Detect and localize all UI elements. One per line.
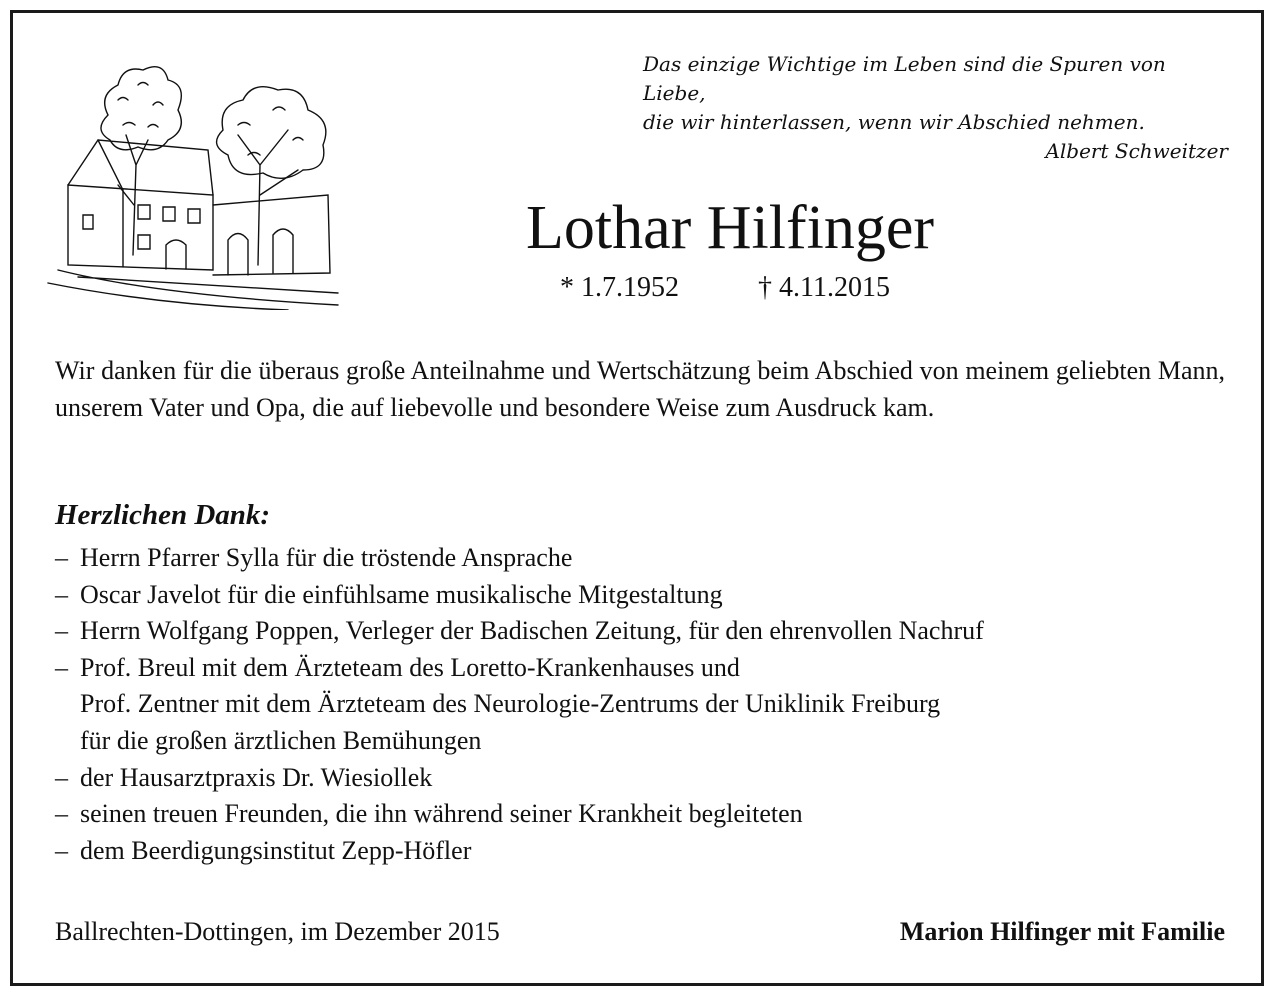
list-item-line: Herrn Wolfgang Poppen, Verleger der Badischen Zeitung, für den ehrenvollen Nachruf [80,616,984,646]
dash-bullet: – [55,543,68,572]
dash-bullet: – [55,579,68,609]
list-item-line: Prof. Zentner mit dem Ärzteteam des Neurologie-Zentrums der Uniklinik Freiburg [80,689,941,719]
list-item-line: für die großen ärztlichen Bemühungen [80,725,482,755]
dash-bullet: – [55,835,68,865]
intro-text: Wir danken für die überaus große Anteilnahme und Wertschätzung beim Abschied von meinem geliebten Mann, unserem Vater und Opa, die auf liebevolle und besondere Weise zum Ausdruck kam. [55,356,1225,422]
list-item-line: Herrn Pfarrer Sylla für die tröstende Ansprache [80,543,573,572]
list-item [55,833,1225,870]
dash-bullet: – [55,799,68,829]
footer-place-date: Ballrechten-Dottingen, im Dezember 2015 [55,917,500,946]
deceased-name: Lothar Hilfinger [525,194,935,262]
list-item [55,540,1225,577]
death-date: † 4.11.2015 [758,272,890,303]
list-item-line: seinen treuen Freunden, die ihn während seiner Krankheit begleiteten [80,799,803,829]
quote-line-1: Das einzige Wichtige im Leben sind die Spuren von Liebe, [643,52,1166,105]
list-item [55,577,1225,614]
footer-signature: Marion Hilfinger mit Familie [899,917,1225,946]
thanks-heading: Herzlichen Dank: [55,499,271,531]
dash-bullet: – [55,652,68,682]
quote-line-2: die wir hinterlassen, wenn wir Abschied nehmen. [643,110,1145,134]
list-item-line: Prof. Breul mit dem Ärzteteam des Loretto-Krankenhauses und [80,652,740,682]
list-item [55,796,1225,833]
quote-author: Albert Schweitzer [1045,139,1228,163]
list-item-line: Oscar Javelot für die einfühlsame musikalische Mitgestaltung [80,579,723,609]
list-item [55,650,1225,760]
quote-block [608,50,1228,166]
list-item [55,613,1225,650]
list-item-line: dem Beerdigungsinstitut Zepp-Höfler [80,835,472,865]
life-dates [560,270,890,306]
birth-date: * 1.7.1952 [560,272,679,303]
list-item [55,760,1225,797]
house-trees-sketch-icon [38,55,348,310]
thanks-list [55,540,1225,869]
dash-bullet: – [55,616,68,646]
dash-bullet: – [55,762,68,792]
list-item-line: der Hausarztpraxis Dr. Wiesiollek [80,762,433,792]
